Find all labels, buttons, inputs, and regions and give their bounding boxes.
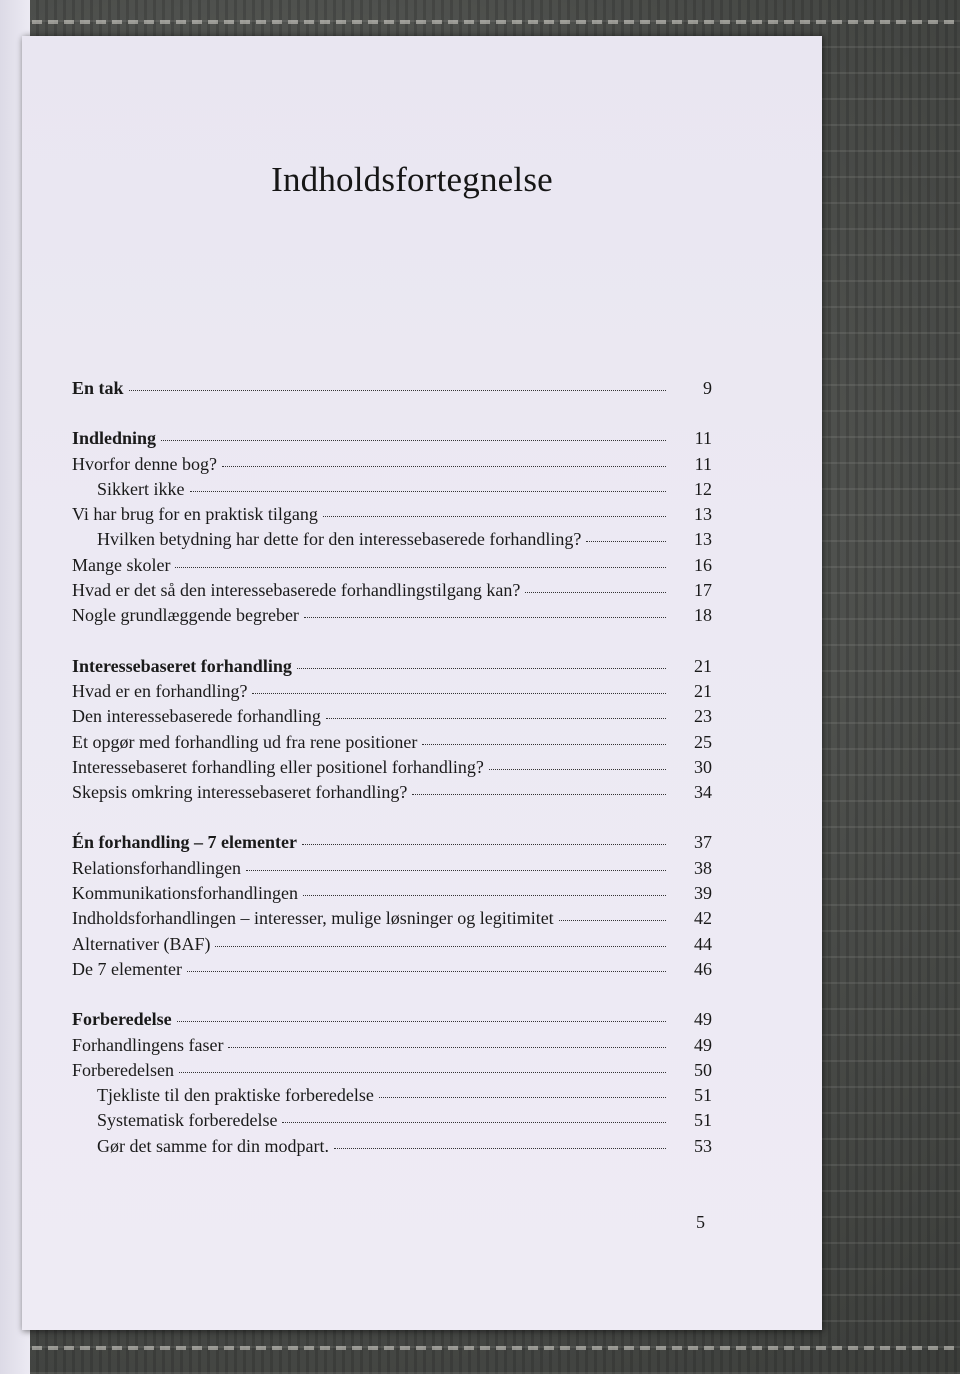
dot-leader	[222, 466, 666, 467]
toc-entry-title: Den interessebaserede forhandling	[72, 706, 321, 727]
toc-entry-title: Indledning	[72, 428, 157, 449]
toc-entry-page: 17	[694, 580, 712, 601]
toc-entry	[72, 1136, 712, 1161]
toc-entry-page: 42	[694, 908, 712, 929]
toc-entry	[72, 908, 712, 933]
dot-leader	[302, 844, 666, 845]
toc-chapter	[72, 1009, 712, 1034]
dot-leader	[175, 567, 666, 568]
dot-leader	[326, 718, 666, 719]
dot-leader	[525, 592, 666, 593]
book-page	[22, 36, 822, 1330]
table-of-contents	[72, 378, 712, 1161]
toc-entry	[72, 454, 712, 479]
toc-chapter	[72, 378, 712, 403]
dot-leader	[228, 1047, 666, 1048]
toc-entry-page: 51	[694, 1110, 712, 1131]
toc-entry	[72, 681, 712, 706]
dot-leader	[303, 895, 666, 896]
toc-entry	[72, 555, 712, 580]
toc-entry-title: Interessebaseret forhandling eller positionel forhandling?	[72, 756, 484, 777]
toc-chapter	[72, 428, 712, 453]
dot-leader	[177, 1021, 666, 1022]
toc-entry-page: 21	[694, 680, 712, 701]
toc-entry-title: Kommunikationsforhandlingen	[72, 883, 298, 904]
toc-entry-title: Vi har brug for en praktisk tilgang	[72, 504, 318, 525]
dot-leader	[422, 744, 666, 745]
toc-entry-title: Forberedelsen	[72, 1059, 174, 1080]
dot-leader	[252, 693, 666, 694]
toc-entry-title: Én forhandling – 7 elementer	[72, 832, 297, 853]
dot-leader	[559, 920, 666, 921]
toc-entry-title: Nogle grundlæggende begreber	[72, 605, 299, 626]
dot-leader	[586, 541, 666, 542]
dot-leader	[297, 668, 666, 669]
toc-entry	[72, 757, 712, 782]
toc-entry-title: Mange skoler	[72, 554, 171, 575]
fabric-stitch-line	[0, 20, 960, 24]
toc-entry-title: Interessebaseret forhandling	[72, 655, 292, 676]
toc-entry	[72, 782, 712, 807]
toc-entry-page: 12	[694, 478, 712, 499]
toc-entry-page: 13	[694, 529, 712, 550]
dot-leader	[304, 617, 666, 618]
toc-entry	[72, 605, 712, 630]
toc-entry-page: 46	[694, 958, 712, 979]
dot-leader	[129, 390, 666, 391]
toc-entry	[72, 883, 712, 908]
toc-entry-title: Sikkert ikke	[97, 478, 185, 499]
toc-chapter	[72, 832, 712, 857]
toc-entry-title: Forhandlingens faser	[72, 1034, 224, 1055]
toc-entry-title: Relationsforhandlingen	[72, 857, 241, 878]
toc-entry	[72, 1035, 712, 1060]
toc-entry-title: Skepsis omkring interessebaseret forhandling?	[72, 782, 408, 803]
toc-entry-title: Hvad er det så den interessebaserede forhandlingstilgang kan?	[72, 580, 521, 601]
toc-entry-page: 25	[694, 731, 712, 752]
toc-entry-title: Gør det samme for din modpart.	[97, 1135, 329, 1156]
toc-entry-title: Forberedelse	[72, 1009, 172, 1030]
toc-entry-page: 37	[694, 832, 712, 853]
toc-entry-title: Systematisk forberedelse	[97, 1110, 278, 1131]
dot-leader	[179, 1072, 666, 1073]
toc-entry-page: 38	[694, 857, 712, 878]
toc-entry	[72, 529, 712, 554]
dot-leader	[282, 1122, 666, 1123]
toc-entry	[72, 1060, 712, 1085]
toc-entry-title: Hvorfor denne bog?	[72, 453, 217, 474]
toc-entry-page: 18	[694, 605, 712, 626]
toc-entry	[72, 580, 712, 605]
fabric-stitch-line	[0, 1346, 960, 1350]
toc-entry-page: 21	[694, 655, 712, 676]
toc-entry-page: 44	[694, 933, 712, 954]
dot-leader	[246, 870, 666, 871]
toc-entry	[72, 934, 712, 959]
dot-leader	[215, 946, 666, 947]
toc-entry-title: En tak	[72, 378, 124, 398]
toc-entry-title: Indholdsforhandlingen – interesser, mulige løsninger og legitimitet	[72, 908, 554, 929]
page-number: 5	[696, 1212, 705, 1232]
toc-entry	[72, 479, 712, 504]
toc-entry-title: Hvilken betydning har dette for den interessebaserede forhandling?	[97, 529, 582, 550]
toc-chapter	[72, 656, 712, 681]
dot-leader	[489, 769, 666, 770]
toc-entry-title: Alternativer (BAF)	[72, 933, 211, 954]
toc-entry	[72, 732, 712, 757]
toc-entry-page: 13	[694, 504, 712, 525]
dot-leader	[323, 516, 666, 517]
toc-entry	[72, 959, 712, 984]
toc-entry-title: Et opgør med forhandling ud fra rene positioner	[72, 731, 418, 752]
toc-entry-page: 23	[694, 706, 712, 727]
toc-entry-page: 39	[694, 883, 712, 904]
toc-entry-page: 11	[694, 428, 712, 449]
toc-entry-page: 30	[694, 756, 712, 777]
dot-leader	[187, 971, 666, 972]
toc-entry-page: 9	[703, 378, 712, 398]
page-title: Indholdsfortegnelse	[271, 160, 553, 199]
toc-entry	[72, 1110, 712, 1135]
toc-entry	[72, 706, 712, 731]
dot-leader	[334, 1148, 666, 1149]
toc-entry-page: 50	[694, 1059, 712, 1080]
toc-entry-page: 34	[694, 782, 712, 803]
toc-entry	[72, 858, 712, 883]
toc-entry	[72, 504, 712, 529]
dot-leader	[190, 491, 667, 492]
toc-entry-page: 51	[694, 1085, 712, 1106]
toc-entry-title: Tjekliste til den praktiske forberedelse	[97, 1085, 374, 1106]
toc-entry-page: 11	[694, 453, 712, 474]
toc-entry-title: De 7 elementer	[72, 958, 182, 979]
toc-entry-page: 49	[694, 1034, 712, 1055]
toc-entry	[72, 1085, 712, 1110]
dot-leader	[161, 440, 666, 441]
toc-entry-title: Hvad er en forhandling?	[72, 680, 248, 701]
dot-leader	[379, 1097, 666, 1098]
dot-leader	[412, 794, 666, 795]
toc-entry-page: 16	[694, 554, 712, 575]
toc-entry-page: 49	[694, 1009, 712, 1030]
toc-entry-page: 53	[694, 1135, 712, 1156]
